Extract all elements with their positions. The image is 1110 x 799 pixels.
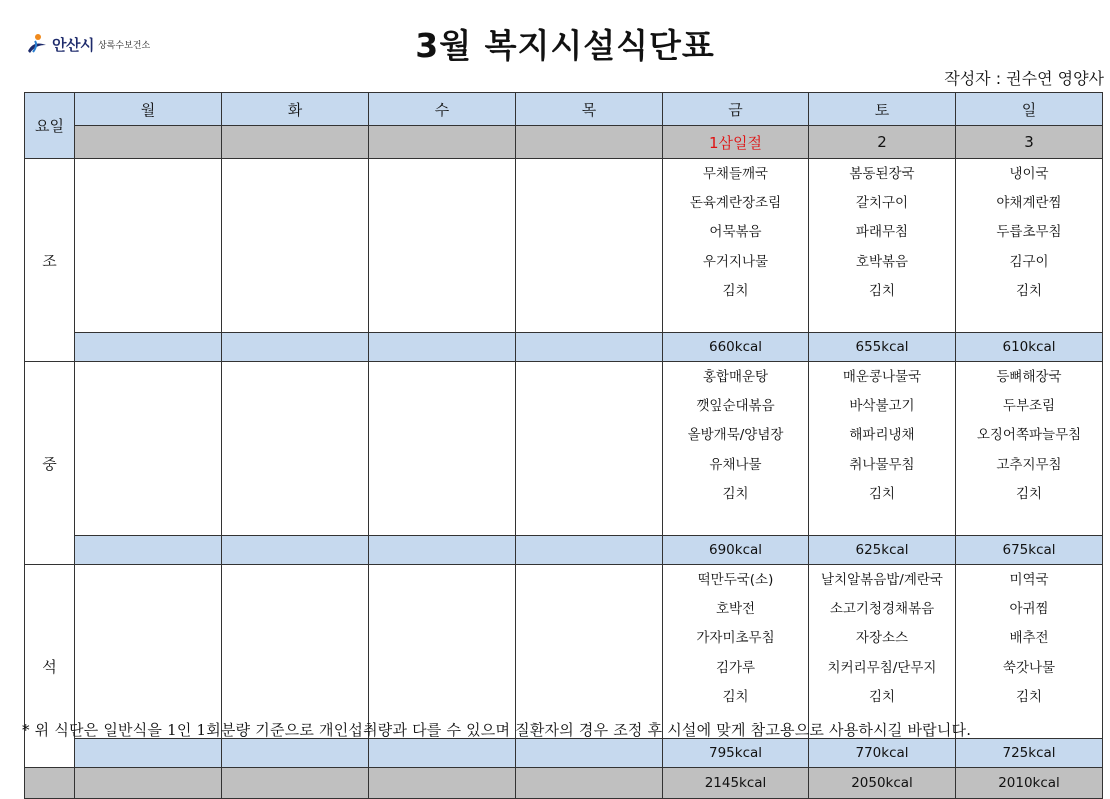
dish-item: 두릅초무침 [996, 224, 1062, 241]
dish-cell [516, 159, 663, 333]
dish-item: 냉이국 [1009, 166, 1049, 182]
dish-item: 김치 [722, 485, 749, 502]
day-header: 화 [222, 93, 369, 126]
dish-cell [222, 362, 369, 536]
dish-cell [809, 362, 956, 536]
dish-item: 김치 [868, 688, 896, 705]
dish-item: 두부조림 [1002, 398, 1056, 415]
dish-cell [516, 565, 663, 739]
kcal-cell: 660kcal [663, 333, 809, 362]
total-label-cell [25, 768, 75, 799]
menu-table [24, 92, 1103, 799]
dish-item: 김치 [1015, 485, 1043, 502]
meal-row [25, 565, 1103, 739]
total-cell: 2145kcal [663, 768, 809, 799]
total-row [25, 768, 1103, 799]
dish-item: 떡만두국(소) [697, 572, 774, 588]
dish-item: 올방개묵/양념장 [687, 427, 784, 444]
dish-item: 오징어쪽파늘무침 [976, 427, 1082, 444]
kcal-cell: 690kcal [663, 536, 809, 565]
meal-label: 조 [25, 159, 75, 362]
dish-item: 가자미초무침 [696, 630, 775, 647]
yoil-header: 요일 [25, 93, 75, 159]
dish-item: 소고기청경채볶음 [829, 601, 935, 618]
kcal-cell [516, 536, 663, 565]
dish-cell [956, 159, 1103, 333]
day-header: 월 [75, 93, 222, 126]
day-header: 금 [663, 93, 809, 126]
day-header: 일 [956, 93, 1103, 126]
dish-cell [663, 159, 809, 333]
meal-row [25, 159, 1103, 333]
meal-label: 석 [25, 565, 75, 768]
dish-item: 갈치구이 [855, 195, 909, 212]
dish-item: 자장소스 [855, 630, 909, 647]
kcal-cell [222, 739, 369, 768]
meal-row [25, 362, 1103, 536]
kcal-cell [516, 739, 663, 768]
kcal-cell [369, 739, 516, 768]
dish-cell [809, 565, 956, 739]
dish-item: 배추전 [1009, 630, 1049, 647]
kcal-row [25, 333, 1103, 362]
dish-item: 파래무침 [855, 224, 909, 241]
date-cell [369, 126, 516, 159]
dish-item: 김가루 [715, 659, 756, 676]
date-cell: 2 [809, 126, 956, 159]
meal-label: 중 [25, 362, 75, 565]
dish-cell [369, 159, 516, 333]
dish-item: 무채들깨국 [702, 166, 769, 182]
dish-cell [663, 362, 809, 536]
kcal-cell [369, 536, 516, 565]
dish-cell [809, 159, 956, 333]
date-cell: 3 [956, 126, 1103, 159]
dish-item: 김치 [868, 282, 896, 299]
date-row [25, 126, 1103, 159]
kcal-cell [75, 333, 222, 362]
footer-note: * 위 식단은 일반식을 1인 1회분량 기준으로 개인섭취량과 다를 수 있으며 질환자의 경우 조정 후 시설에 맞게 참고용으로 사용하시길 바랍니다. [22, 721, 972, 739]
day-header: 목 [516, 93, 663, 126]
dish-item: 바삭불고기 [849, 398, 915, 415]
dish-item: 홍합매운탕 [702, 369, 769, 385]
dish-item: 유채나물 [709, 456, 762, 473]
dish-cell [369, 362, 516, 536]
dish-item: 미역국 [1009, 572, 1049, 588]
date-cell [75, 126, 222, 159]
total-cell [516, 768, 663, 799]
dish-cell [663, 565, 809, 739]
dish-cell [222, 159, 369, 333]
dish-item: 김구이 [1009, 253, 1049, 270]
total-cell [222, 768, 369, 799]
dish-item: 날치알볶음밥/계란국 [821, 572, 943, 588]
dish-cell [956, 362, 1103, 536]
dish-item: 취나물무침 [849, 456, 915, 473]
total-cell: 2010kcal [956, 768, 1103, 799]
dish-item: 우거지나물 [702, 253, 769, 270]
dish-item: 김치 [722, 688, 749, 705]
dish-item: 봄동된장국 [849, 166, 915, 182]
date-cell [222, 126, 369, 159]
dish-item: 돈육계란장조림 [689, 195, 782, 212]
dish-cell [516, 362, 663, 536]
dish-item: 쑥갓나물 [1002, 659, 1056, 676]
day-header: 수 [369, 93, 516, 126]
dish-item: 김치 [1015, 282, 1043, 299]
dish-item: 김치 [1015, 688, 1043, 705]
kcal-cell: 795kcal [663, 739, 809, 768]
kcal-cell: 610kcal [956, 333, 1103, 362]
dish-item: 해파리냉채 [849, 427, 915, 444]
kcal-cell [222, 333, 369, 362]
date-cell: 1삼일절 [663, 126, 809, 159]
dish-item: 치커리무침/단무지 [827, 659, 937, 676]
kcal-cell [222, 536, 369, 565]
total-cell: 2050kcal [809, 768, 956, 799]
dish-item: 김치 [868, 485, 896, 502]
dish-cell [75, 159, 222, 333]
day-header-row [25, 93, 1103, 126]
date-cell [516, 126, 663, 159]
kcal-cell [75, 739, 222, 768]
dish-item: 고추지무침 [996, 456, 1062, 473]
dish-cell [75, 565, 222, 739]
total-cell [75, 768, 222, 799]
day-header: 토 [809, 93, 956, 126]
logo-center-name: 상록수보건소 [97, 40, 151, 51]
dish-cell [369, 565, 516, 739]
kcal-cell: 655kcal [809, 333, 956, 362]
kcal-cell [369, 333, 516, 362]
dish-item: 깻잎순대볶음 [696, 398, 775, 415]
dish-cell [75, 362, 222, 536]
dish-item: 어묵볶음 [709, 224, 762, 241]
dish-item: 호박전 [715, 601, 756, 618]
dish-cell [956, 565, 1103, 739]
kcal-row [25, 739, 1103, 768]
kcal-row [25, 536, 1103, 565]
dish-item: 김치 [722, 282, 749, 299]
total-cell [369, 768, 516, 799]
dish-cell [222, 565, 369, 739]
logo-city-name: 안산시 [52, 35, 94, 54]
kcal-cell: 675kcal [956, 536, 1103, 565]
page-title: 3월 복지시설식단표 [415, 26, 715, 65]
kcal-cell: 625kcal [809, 536, 956, 565]
dish-item: 등뼈해장국 [996, 369, 1062, 385]
kcal-cell: 770kcal [809, 739, 956, 768]
kcal-cell: 725kcal [956, 739, 1103, 768]
kcal-cell [516, 333, 663, 362]
dish-item: 매운콩나물국 [842, 369, 922, 385]
kcal-cell [75, 536, 222, 565]
dish-item: 아귀찜 [1009, 601, 1049, 618]
dish-item: 호박볶음 [855, 253, 909, 270]
author-line: 작성자 : 권수연 영양사 [944, 69, 1104, 88]
dish-item: 야채계란찜 [996, 195, 1062, 212]
